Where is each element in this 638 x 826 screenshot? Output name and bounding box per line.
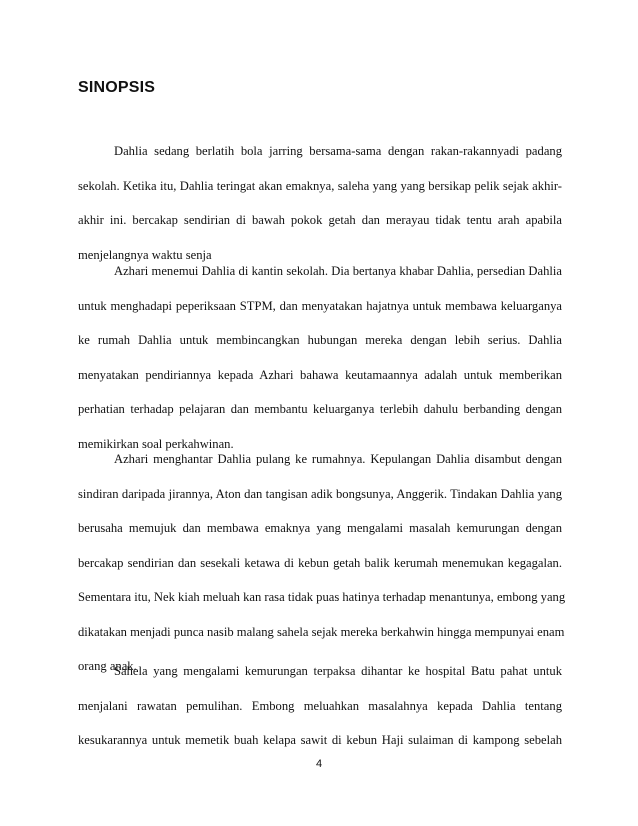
text-line: berusaha memujuk dan membawa emaknya yang mengalami masalah kemurungan dengan <box>78 521 562 535</box>
text-line: orang anak. <box>78 659 137 673</box>
text-line: Sementara itu, Nek kiah meluah kan rasa tidak puas hatinya terhadap menantunya, embong yang <box>78 590 566 604</box>
text-line: sindiran daripada jirannya, Aton dan tangisan adik bongsunya, Anggerik. Tindakan Dahlia yang <box>78 487 562 501</box>
text-line: bercakap sendirian dan sesekali ketawa di kebun getah balik kerumah menemukan kegagalan. <box>78 556 562 570</box>
text-line: perhatian terhadap pelajaran dan membantu keluarganya terlebih dahulu berbanding dengan <box>78 402 562 416</box>
text-line: sekolah. Ketika itu, Dahlia teringat akan emaknya, saleha yang yang bersikap pelik sejak akhir- <box>78 179 562 193</box>
text-line: dikatakan menjadi punca nasib malang sahela sejak mereka berkahwin hingga mempunyai enam <box>78 625 565 639</box>
text-line: menjalani rawatan pemulihan. Embong meluahkan masalahnya kepada Dahlia tentang <box>78 699 562 713</box>
text-line: memikirkan soal perkahwinan. <box>78 437 234 451</box>
text-line: menjelangnya waktu senja <box>78 248 212 262</box>
text-line: untuk menghadapi peperiksaan STPM, dan menyatakan hajatnya untuk membawa keluarganya <box>78 299 562 313</box>
text-line: akhir ini. bercakap sendirian di bawah pokok getah dan merayau tidak tentu arah apabila <box>78 213 562 227</box>
text-line: Azhari menemui Dahlia di kantin sekolah. Dia bertanya khabar Dahlia, persedian Dahlia <box>114 264 562 278</box>
text-line: Dahlia sedang berlatih bola jarring bersama-sama dengan rakan-rakannyadi padang <box>114 144 562 158</box>
text-line: menyatakan pendiriannya kepada Azhari bahawa keutamaannya adalah untuk memberikan <box>78 368 562 382</box>
text-line: Sahela yang mengalami kemurungan terpaksa dihantar ke hospital Batu pahat untuk <box>114 664 562 678</box>
section-heading: SINOPSIS <box>78 79 156 96</box>
text-line: ke rumah Dahlia untuk membincangkan hubungan mereka dengan lebih serius. Dahlia <box>78 333 562 347</box>
page-number: 4 <box>315 758 323 770</box>
text-line: Azhari menghantar Dahlia pulang ke rumahnya. Kepulangan Dahlia disambut dengan <box>114 452 562 466</box>
text-line: kesukarannya untuk memetik buah kelapa sawit di kebun Haji sulaiman di kampong sebelah <box>78 733 562 747</box>
